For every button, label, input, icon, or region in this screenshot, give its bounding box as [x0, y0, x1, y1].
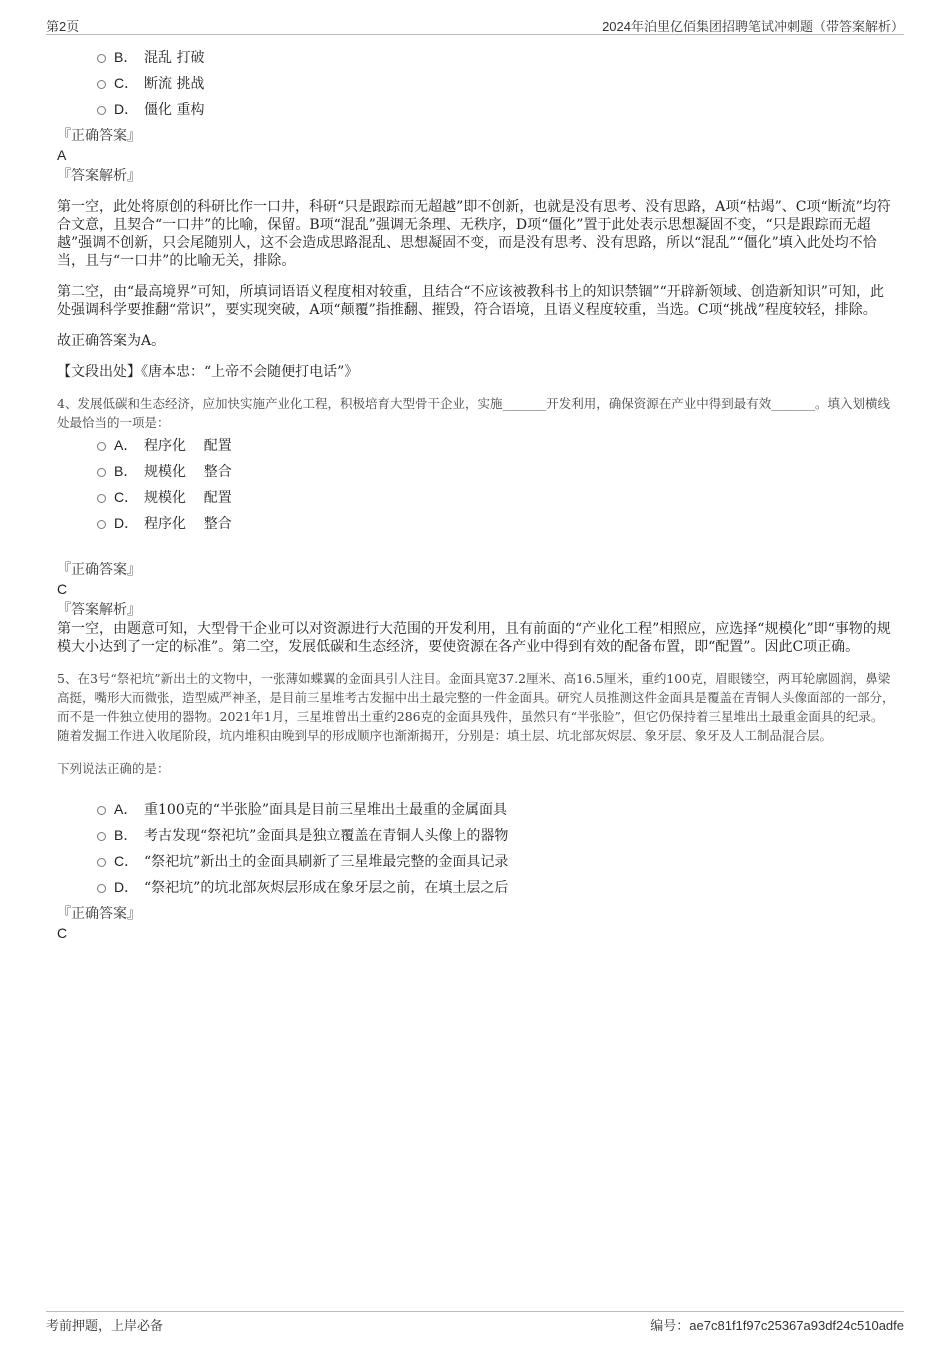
- option-text: 重100克的“半张脸”面具是目前三星堆出土最重的金属面具: [144, 802, 508, 818]
- q5-option-a[interactable]: [57, 796, 895, 822]
- q3-source: 【文段出处】《唐本忠：“上帝不会随便打电话”》: [57, 364, 359, 380]
- q3-analysis-para-1: 第一空，此处将原创的科研比作一口井，科研“只是跟踪而无超越”即不创新，也就是没有思考、没有思路，A项“枯竭”、C项“断流”均符合文意，且契合“一口井”的比喻，保留。B项“混乱”强调无条理、无秩序，D项“僵化”置于此处表示思想凝固不变，“只是跟踪而无超越”强调不创新，只会尾随别人，这不会造成思路混乱、思想凝固不变，而是没有思考、没有思路，所以“混乱”“僵化”填入此处均不恰当，且与“一口井”的比喻无关，排除。: [57, 199, 891, 269]
- q5-option-c[interactable]: [57, 848, 895, 874]
- option-letter: D．: [114, 879, 139, 895]
- radio-icon[interactable]: [97, 106, 106, 115]
- q3-answer: A: [57, 147, 67, 163]
- q4-answer: C: [57, 581, 68, 597]
- q4-options: [57, 432, 895, 536]
- q3-option-c[interactable]: [57, 70, 895, 96]
- q3-option-b[interactable]: [57, 44, 895, 70]
- q4-option-d[interactable]: [57, 510, 895, 536]
- option-letter: B．: [114, 827, 138, 843]
- q4-answer-label: 『正确答案』: [57, 562, 141, 578]
- radio-icon[interactable]: [97, 858, 106, 867]
- page-header: [46, 14, 904, 35]
- q3-analysis-label: 『答案解析』: [57, 168, 141, 184]
- q3-option-d[interactable]: [57, 96, 895, 122]
- q5-question: 5、在3号“祭祀坑”新出土的文物中，一张薄如蝶翼的金面具引人注目。金面具宽37.2厘米、高16.5厘米，重约100克，眉眼镂空，两耳轮廓圆润，鼻梁高挺，嘴形大而微张，造型威严神圣，是目前三星堆考古发掘中出土最完整的一件金面具。研究人员推测这件金面具是覆盖在青铜人头像面部的一部分，而不是一件独立使用的器物。2021年1月，三星堆曾出土重约286克的金面具残件，虽然只有“半张脸”，但它仍保持着三星堆出土最重金面具的纪录。随着发掘工作进入收尾阶段，坑内堆积由晚到早的形成顺序也渐渐揭开，分别是：填土层、坑北部灰烬层、象牙层、象牙及人工制品混合层。: [57, 671, 895, 743]
- option-letter: D．: [114, 515, 139, 531]
- q4-option-c[interactable]: [57, 484, 895, 510]
- q5-answer-label: 『正确答案』: [57, 906, 141, 922]
- option-letter: A．: [114, 801, 138, 817]
- radio-icon[interactable]: [97, 442, 106, 451]
- radio-icon[interactable]: [97, 80, 106, 89]
- radio-icon[interactable]: [97, 806, 106, 815]
- radio-icon[interactable]: [97, 520, 106, 529]
- radio-icon[interactable]: [97, 54, 106, 63]
- option-text: 程序化 整合: [144, 516, 232, 532]
- option-letter: C．: [114, 853, 139, 869]
- option-text: 考古发现“祭祀坑”金面具是独立覆盖在青铜人头像上的器物: [144, 828, 509, 844]
- option-text: 断流 挑战: [144, 76, 205, 92]
- q5-option-d[interactable]: [57, 874, 895, 900]
- footer-slogan: 考前押题，上岸必备: [46, 1318, 164, 1333]
- q5-answer: C: [57, 925, 68, 941]
- document-title: 2024年泊里亿佰集团招聘笔试冲刺题（带答案解析）: [602, 19, 904, 34]
- option-text: 混乱 打破: [144, 50, 205, 66]
- q4-analysis: 第一空，由题意可知，大型骨干企业可以对资源进行大范围的开发利用，且有前面的“产业化工程”相照应，应选择“规模化”即“事物的规模大小达到了一定的标准”。第二空，发展低碳和生态经济，要使资源在各产业中得到有效的配备布置，即“配置”。因此C项正确。: [57, 621, 891, 655]
- q3-answer-label: 『正确答案』: [57, 128, 141, 144]
- option-text: 规模化 配置: [144, 490, 232, 506]
- q4-analysis-label: 『答案解析』: [57, 602, 141, 618]
- page-footer: [46, 1311, 904, 1334]
- option-letter: B．: [114, 463, 138, 479]
- q5-option-b[interactable]: [57, 822, 895, 848]
- option-text: “祭祀坑”新出土的金面具刷新了三星堆最完整的金面具记录: [144, 854, 509, 870]
- option-text: 程序化 配置: [144, 438, 232, 454]
- option-letter: B．: [114, 49, 138, 65]
- option-letter: A．: [114, 437, 138, 453]
- option-text: 规模化 整合: [144, 464, 232, 480]
- q3-options: [57, 44, 895, 122]
- q3-analysis-para-3: 故正确答案为A。: [57, 333, 166, 349]
- q4-question: 4、发展低碳和生态经济，应加快实施产业化工程，积极培育大型骨干企业，实施_______开发利用，确保资源在产业中得到最有效_______。填入划横线处最恰当的一项是：: [57, 396, 890, 430]
- q5-prompt: 下列说法正确的是：: [57, 761, 170, 776]
- option-letter: C．: [114, 75, 139, 91]
- radio-icon[interactable]: [97, 494, 106, 503]
- q5-options: [57, 796, 895, 900]
- document-id: 编号：ae7c81f1f97c25367a93df24c510adfe: [650, 1318, 904, 1333]
- q3-analysis-para-2: 第二空，由“最高境界”可知，所填词语语义程度相对较重，且结合“不应该被教科书上的知识禁锢”“开辟新领域、创造新知识”可知，此处强调科学要推翻“常识”，要实现突破，A项“颠覆”指推翻、摧毁，符合语境，且语义程度较重，当选。C项“挑战”程度较轻，排除。: [57, 284, 884, 318]
- radio-icon[interactable]: [97, 884, 106, 893]
- option-text: 僵化 重构: [144, 102, 205, 118]
- q4-option-b[interactable]: [57, 458, 895, 484]
- q4-option-a[interactable]: [57, 432, 895, 458]
- page-number: 第2页: [46, 19, 80, 34]
- option-text: “祭祀坑”的坑北部灰烬层形成在象牙层之前，在填土层之后: [144, 880, 509, 896]
- option-letter: D．: [114, 101, 139, 117]
- radio-icon[interactable]: [97, 832, 106, 841]
- option-letter: C．: [114, 489, 139, 505]
- radio-icon[interactable]: [97, 468, 106, 477]
- page-content: [57, 44, 895, 944]
